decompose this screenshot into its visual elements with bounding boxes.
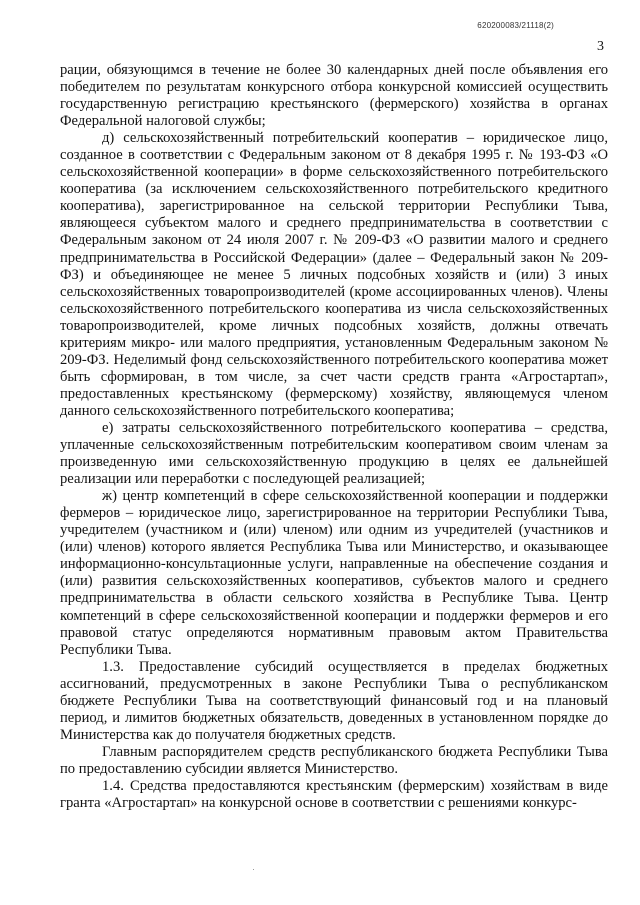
- document-body: [60, 62, 608, 812]
- scan-speck: [253, 869, 254, 870]
- paragraph-continuation: рации, обязующимся в течение не более 30 календарных дней после объявления его победителем по результатам конкурсного отбора конкурсной комиссией осуществить государственную регистрацию крестьянского (фермерского) хозяйства в органах Федеральной налоговой службы;: [60, 62, 608, 130]
- paragraph-item-zh: ж) центр компетенций в сфере сельскохозяйственной кооперации и поддержки фермеров – юридическое лицо, зарегистрированное на территории Республики Тыва, учредителем (участником и (или) членом) или одним из учредителей (участников и (или) членов) которого является Республика Тыва или Министерство, и оказывающее информационно-консультационные услуги, направленные на обеспечение создания и (или) развития сельскохозяйственных кооперативов, субъектов малого и среднего предпринимательства в области сельского хозяйства в Республике Тыва. Центр компетенций в сфере сельскохозяйственной кооперации и поддержки фермеров и его правовой статус определяются нормативным правовым актом Правительства Республики Тыва.: [60, 488, 608, 658]
- page-number: 3: [597, 39, 604, 54]
- paragraph-chief-administrator: Главным распорядителем средств республиканского бюджета Республики Тыва по предоставлению субсидии является Министерство.: [60, 743, 608, 777]
- document-code: 620200083/21118(2): [477, 21, 554, 30]
- paragraph-clause-1-4: 1.4. Средства предоставляются крестьянским (фермерским) хозяйствам в виде гранта «Агростартап» на конкурсной основе в соответствии с решениями конкурс-: [60, 777, 608, 812]
- paragraph-item-e: е) затраты сельскохозяйственного потребительского кооператива – средства, уплаченные сельскохозяйственным потребительским кооперативом своим членам за произведенную ими сельскохозяйственную продукцию в целях ее дальнейшей реализации или переработки с последующей реализацией;: [60, 419, 608, 488]
- paragraph-clause-1-3: 1.3. Предоставление субсидий осуществляется в пределах бюджетных ассигнований, предусмотренных в законе Республики Тыва о республиканском бюджете Республики Тыва на соответствующий финансовый год и на плановый период, и лимитов бюджетных обязательств, доведенных в установленном порядке до Министерства как до получателя бюджетных средств.: [60, 658, 608, 743]
- paragraph-item-d: д) сельскохозяйственный потребительский кооператив – юридическое лицо, созданное в соответствии с Федеральным законом от 8 декабря 1995 г. № 193-ФЗ «О сельскохозяйственной кооперации» в форме сельскохозяйственного потребительского кооператива (за исключением сельскохозяйственного потребительского кредитного кооператива), зарегистрированное на сельской территории Республики Тыва, являющееся субъектом малого и среднего предпринимательства в соответствии с Федеральным законом от 24 июля 2007 г. № 209-ФЗ «О развитии малого и среднего предпринимательства в Российской Федерации» (далее – Федеральный закон № 209-ФЗ) и объединяющее не менее 5 личных подсобных хозяйств и (или) 3 иных сельскохозяйственных товаропроизводителей (кроме ассоциированных членов). Члены сельскохозяйственного потребительского кооператива из числа сельскохозяйственных товаропроизводителей, кроме личных подсобных хозяйств, должны отвечать критериям микро- или малого предприятия, установленным Федеральным законом № 209-ФЗ. Неделимый фонд сельскохозяйственного потребительского кооператива может быть сформирован, в том числе, за счет части средств гранта «Агростартап», предоставленных крестьянскому (фермерскому) хозяйству, являющемуся членом данного сельскохозяйственного потребительского кооператива;: [60, 130, 608, 419]
